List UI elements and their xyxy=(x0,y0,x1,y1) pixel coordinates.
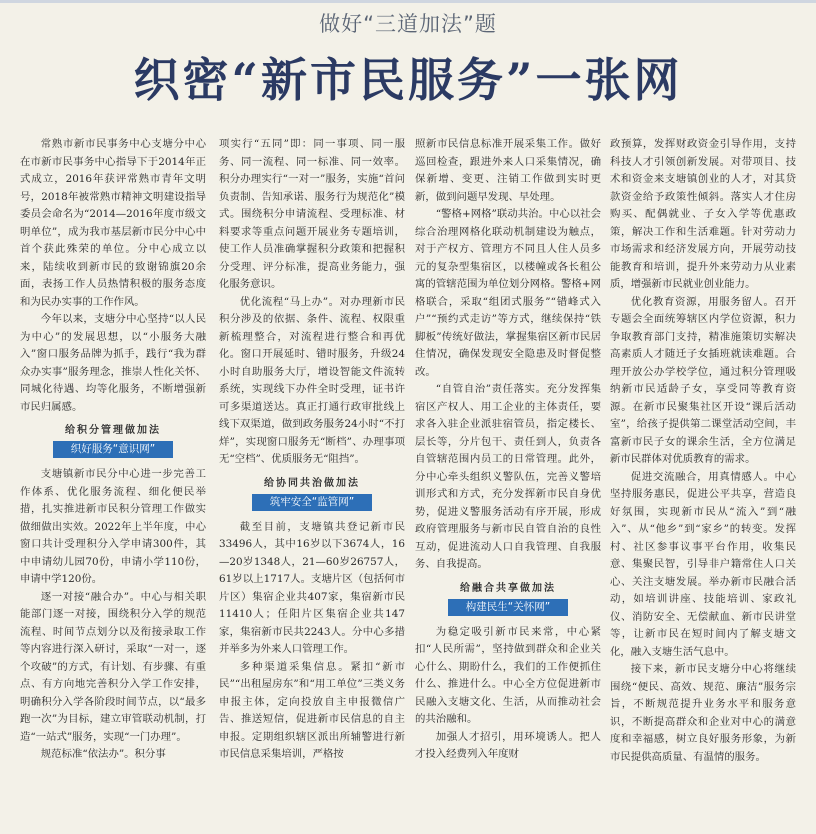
section-kicker: 给积分管理做加法 xyxy=(65,425,161,436)
paragraph: 接下来，新市民支塘分中心将继续围绕“便民、高效、规范、廉洁”服务宗旨，不断规范提升业务水平和服务意识，不断提高群众和企业对中心的满意度和幸福感，树立良好服务形象，为新市民提供高质量、有温情的服务。 xyxy=(610,663,796,763)
paragraph: “警格+网格”联动共治。中心以社会综合治理网格化联动机制建设为触点，对于产权方、管理方不同且人住人员多元的复杂型集宿区，以楼幢或各长租公寓的管辖范围为单位划分网格。警格+网格联合，采取“组团式服务”“错峰式入户”“预约式走访”等方式，继续保持“铁脚板”传统好做法，掌握集宿区新市民居住情况，确保发现安全隐患及时督促整改。 xyxy=(415,208,601,378)
section-heading xyxy=(219,477,405,511)
paragraph: 规范标准“依法办”。积分事 xyxy=(40,748,166,760)
paragraph: “自管自治”责任落实。充分发挥集宿区产权人、用工企业的主体责任，要求各入驻企业派驻宿管员，指定楼长、层长等，分片包干、责任到人，负责各自管辖范围内员工的日常管理。此外，分中心牵头组织义警队伍，完善义警培训形式和方式，充分发挥新市民自身优势，促进义警服务活动有序开展，形成政府管理服务与新市民自管自治的良性互动，促进流动人口自我管理、自我服务、自我提高。 xyxy=(415,383,601,570)
paragraph: 为稳定吸引新市民来常，中心紧扣“人民所需”，坚持做到群众和企业关心什么、期盼什么，我们的工作便抓住什么、推进什么。中心全方位促进新市民融入支塘文化、生活，从而推动社会的共治融和。 xyxy=(415,625,601,725)
paragraph: 政预算，发挥财政资金引导作用，支持科技人才引领创新发展。对带项目、技术和资金来支塘镇创业的人才，对其贷款资金给予政策性倾斜。落实人才住房购买、配偶就业、子女入学等优惠政策，解决工作和生活难题。针对劳动力市场需求和经济发展方向，开展劳动技能教育和培训，提升外来劳动力从业素质，增强新市民就业创业能力。 xyxy=(610,138,796,290)
paragraph: 截至目前，支塘镇共登记新市民33496人，其中16岁以下3674人，16—20岁1348人，21—60岁26757人，61岁以上1717人。支塘片区（包括何市片区）集宿企业共407家，集宿新市民11410人；任阳片区集宿企业共147家，集宿新市民共2243人。分中心多措并举多为外来人口管理工作。 xyxy=(219,520,405,655)
column-3 xyxy=(415,136,601,826)
paragraph: 常熟市新市民事务中心支塘分中心在市新市民事务中心指导下于2014年正式成立，2016年获评常熟市青年文明号，2018年被常熟市精神文明建设指导委员会命名为“2014—2016年度市级文明单位”，成为我市基层新市民分中心中首个获此殊荣的单位。分中心成立以来，陆续收到新市民的致谢锦旗20余面，表扬工作人员热情积极的服务态度和为民办实事的工作作风。 xyxy=(20,138,206,308)
section-tag: 织好服务“意识网” xyxy=(53,441,173,458)
column-2 xyxy=(219,136,405,826)
column-1 xyxy=(20,136,206,826)
section-heading xyxy=(415,582,601,616)
paragraph: 今年以来，支塘分中心坚持“以人民为中心”的发展思想，以“小服务大融入”窗口服务品牌为抓手，践行“我为群众办实事”服务理念，推崇人性化关怀、同城化待遇、均等化服务，不断增强新市民归属感。 xyxy=(20,313,206,413)
paragraph: 照新市民信息标准开展采集工作。做好巡回检查，跟进外来人口采集情况，确保新增、变更、注销工作做到实时更新，做到问题早发现、早处理。 xyxy=(415,138,601,203)
paragraph: 促进交流融合，用真情感人。中心坚持服务惠民，促进公平共享，营造良好氛围，实现新市民从“流入”到“融入”、从“他乡”到“家乡”的转变。发挥村、社区参事议事平台作用，收集民意、集聚民智，引导非户籍常住人口关心、关注支塘发展。举办新市民融合活动，如培训讲座、技能培训、家政礼仪、消防安全、无偿献血、新市民讲堂等，让新市民在短时间内了解支塘文化，融入支塘生活气息中。 xyxy=(610,470,796,658)
top-rule xyxy=(0,0,816,3)
article-title: 织密“新市民服务”一张网 xyxy=(133,53,683,107)
article-subtitle: 做好“三道加法”题 xyxy=(319,12,497,36)
paragraph: 多种渠道采集信息。紧扣“新市民”“出租屋房东”和“用工单位”三类义务申报主体，定向投放自主申报微信广告、推送短信，促进新市民信息的自主申报。定期组织辖区派出所辅警进行新市民信息采集培训，严格按 xyxy=(219,660,405,760)
paragraph: 逐一对接“融合办”。中心与相关职能部门逐一对接，围绕积分入学的规范流程、时间节点划分以及衔接录取工作等内容进行深入研讨，采取“一对一，逐个攻破”的方式，有计划、有步骤、有重点、有方向地完善积分入学工作安排，明确积分入学各阶段时间节点，以“最多跑一次”为目标，建立审管联动机制，打造“一站式”服务，实现“一门办理”。 xyxy=(20,590,206,743)
section-heading xyxy=(20,424,206,458)
column-4 xyxy=(610,136,796,826)
paragraph: 项实行“五同”即：同一事项、同一服务、同一流程、同一标准、同一效率。积分办理实行“一对一”服务，实施“首问负责制、告知承诺、服务行为规范化”模式。围绕积分申请流程、受理标准、材料要求等重点问题开展业务专题培训，使工作人员准确掌握积分政策和把握积分受理、评分标准，提高业务能力，强化服务意识。 xyxy=(219,138,405,290)
paragraph: 优化教育资源，用服务留人。召开专题会全面统筹辖区内学位资源，积力争取教育部门支持，精准施策切实解决高素质人才随迁子女插班就读难题。合理开放公办学校学位，通过积分管理吸纳新市民适龄子女，享受同等教育资源。在新市民聚集社区开设“课后活动室”，给孩子提供第二课堂活动空间，丰富新市民子女的课余生活，全方位满足新市民群体对优质教育的需求。 xyxy=(610,295,796,465)
paragraph: 支塘镇新市民分中心进一步完善工作体系、优化服务流程、细化便民举措，扎实推进新市民积分管理工作做实做细做出实效。2022年上半年度，中心窗口共计受理积分入学申请300件，其中申请幼儿园70份，申请小学110份，申请中学120份。 xyxy=(20,468,206,585)
section-kicker: 给协同共治做加法 xyxy=(264,477,360,489)
article-header xyxy=(0,0,816,128)
section-tag: 构建民生“关怀网” xyxy=(448,599,568,616)
paragraph: 优化流程“马上办”。对办理新市民积分涉及的依据、条件、流程、权限重新梳理整合，对流程进行整合和再优化。窗口开展延时、错时服务，升级24小时自助服务大厅，增设智能文件流转系统，实现线下办件全时受理，证书许可多渠道送达。真正打通行政审批线上线下双渠道，做到政务服务24小时“不打烊”，实现窗口服务无“断档”、办理事项无“空档”、优质服务无“阻挡”。 xyxy=(219,295,405,465)
section-kicker: 给融合共享做加法 xyxy=(460,582,556,594)
section-tag: 筑牢安全“监管网” xyxy=(252,494,372,511)
paragraph: 加强人才招引，用环境诱人。把人才投入经费列入年度财 xyxy=(415,730,601,760)
